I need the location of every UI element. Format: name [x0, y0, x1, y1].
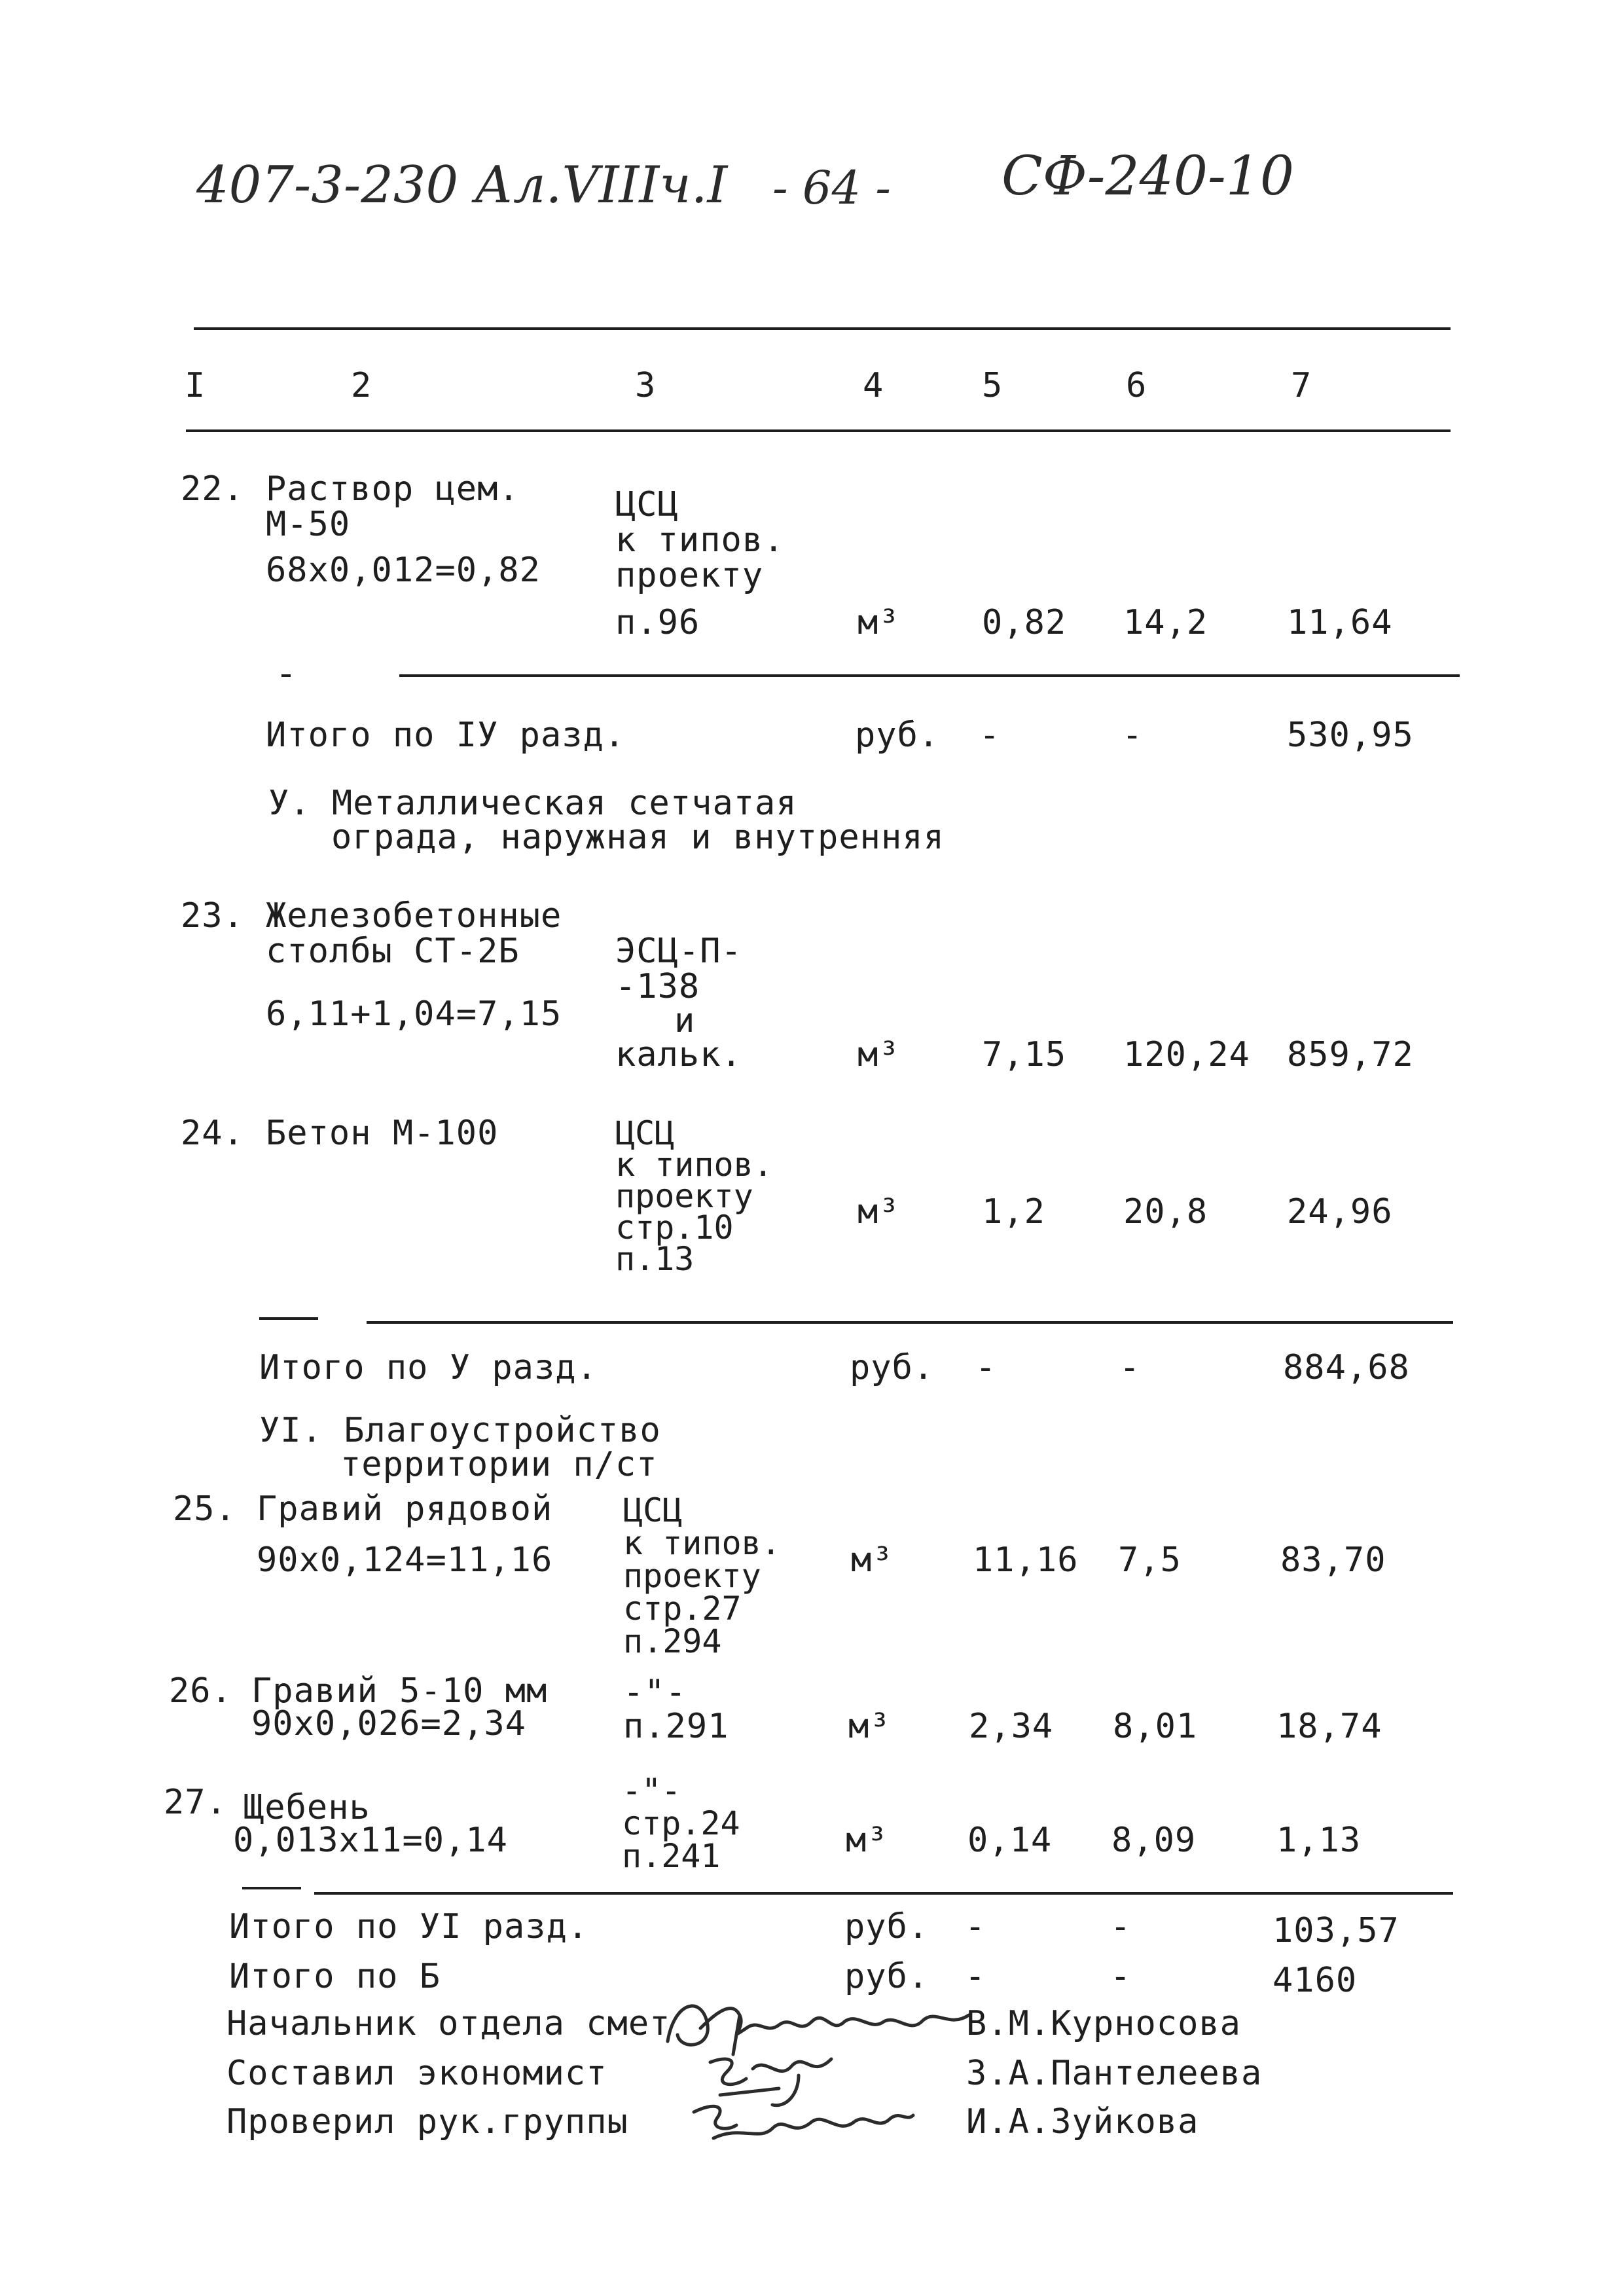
section-title: территории п/ст [340, 1445, 658, 1484]
item-basis: проекту [623, 1557, 761, 1595]
total-label: Итого по У разд. [259, 1348, 598, 1387]
item-unit: м³ [857, 1192, 900, 1231]
section-rule [314, 1892, 1453, 1895]
item-name: Гравий рядовой [257, 1489, 553, 1529]
item-price: 8,01 [1113, 1707, 1198, 1746]
item-basis: п.294 [623, 1622, 722, 1660]
total-qty: - [975, 1348, 997, 1387]
col-header-1: I [185, 366, 206, 405]
col-header-7: 7 [1291, 366, 1312, 405]
total-unit: руб. [844, 1907, 929, 1946]
item-basis: к типов. [615, 520, 785, 560]
item-calc: 68х0,012=0,82 [266, 551, 541, 590]
section-title: ограда, наружная и внутренняя [331, 818, 945, 857]
item-basis: п.96 [615, 603, 700, 642]
item-name: Раствор цем. [266, 469, 520, 509]
total-qty: - [965, 1907, 986, 1946]
item-basis: ЦСЦ [615, 485, 679, 524]
item-number: 24. [181, 1114, 244, 1153]
col-header-5: 5 [982, 366, 1003, 405]
total-unit: руб. [844, 1957, 929, 1996]
doc-code: 407-3-230 Ал.VIIIч.I [196, 156, 728, 215]
item-qty: 11,16 [973, 1540, 1079, 1580]
item-basis: к типов. [623, 1524, 781, 1562]
signature-role: Начальник отдела смет [226, 2004, 671, 2043]
total-label: Итого по Б [229, 1957, 441, 1996]
item-basis: п.291 [623, 1707, 729, 1746]
item-basis: к типов. [615, 1146, 773, 1184]
item-calc: 90х0,026=2,34 [251, 1704, 526, 1743]
col-header-6: 6 [1126, 366, 1147, 405]
total-cost: 4160 [1272, 1961, 1358, 2000]
col-header-3: 3 [635, 366, 657, 405]
item-qty: 7,15 [982, 1035, 1067, 1074]
section-title: УI. Благоустройство [259, 1411, 661, 1450]
top-rule [194, 327, 1451, 330]
item-unit: м³ [851, 1540, 893, 1580]
item-price: 14,2 [1123, 603, 1208, 642]
item-price: 120,24 [1123, 1035, 1250, 1074]
total-price: - [1110, 1957, 1132, 1996]
item-qty: 2,34 [969, 1707, 1054, 1746]
item-calc: 6,11+1,04=7,15 [266, 994, 562, 1034]
total-price: - [1110, 1907, 1132, 1946]
rule-fragment [281, 674, 291, 677]
section-rule [399, 674, 1460, 677]
item-cost: 859,72 [1287, 1035, 1414, 1074]
item-qty: 0,14 [967, 1821, 1053, 1860]
item-basis: -"- [622, 1772, 681, 1810]
item-number: 22. [181, 469, 244, 509]
item-cost: 18,74 [1276, 1707, 1382, 1746]
total-label: Итого по IУ разд. [266, 716, 626, 755]
item-price: 8,09 [1111, 1821, 1197, 1860]
total-price: - [1119, 1348, 1141, 1387]
item-qty: 0,82 [982, 603, 1067, 642]
total-unit: руб. [850, 1348, 935, 1387]
total-price: - [1122, 716, 1144, 755]
item-basis: ЭСЦ-П- [615, 932, 742, 971]
header-rule [186, 429, 1451, 432]
rule-fragment [259, 1317, 318, 1320]
item-unit: м³ [848, 1707, 891, 1746]
total-qty: - [979, 716, 1001, 755]
item-number: 23. [181, 896, 244, 936]
col-header-2: 2 [351, 366, 372, 405]
item-basis: ЦСЦ [615, 1114, 675, 1152]
total-qty: - [965, 1957, 986, 1996]
item-basis: проекту [615, 1177, 753, 1215]
total-cost: 884,68 [1283, 1348, 1410, 1387]
item-name: Железобетонные [266, 896, 562, 936]
item-basis: -"- [623, 1673, 687, 1712]
item-name: Щебень [244, 1788, 370, 1827]
item-name: Бетон М-100 [266, 1114, 499, 1153]
sheet-code: СФ-240-10 [1001, 145, 1295, 208]
item-basis: п.241 [622, 1837, 721, 1875]
item-unit: м³ [846, 1821, 888, 1860]
page-number: - 64 - [772, 161, 891, 215]
item-basis: кальк. [615, 1035, 742, 1074]
item-basis: стр.27 [623, 1590, 742, 1628]
item-price: 20,8 [1123, 1192, 1208, 1231]
rule-fragment [242, 1887, 301, 1889]
item-cost: 1,13 [1276, 1821, 1362, 1860]
handwritten-signature-3 [687, 2092, 916, 2160]
item-basis: -138 [615, 967, 700, 1006]
item-basis: ЦСЦ [623, 1491, 683, 1529]
item-cost: 24,96 [1287, 1192, 1393, 1231]
total-label: Итого по УI разд. [229, 1907, 589, 1946]
item-calc: 0,013х11=0,14 [233, 1821, 508, 1860]
item-name: Гравий 5-10 мм [251, 1671, 548, 1711]
item-calc: 90х0,124=11,16 [257, 1540, 553, 1580]
total-unit: руб. [855, 716, 940, 755]
item-basis: проекту [615, 556, 764, 595]
total-cost: 103,57 [1272, 1911, 1399, 1950]
signature-role: Проверил рук.группы [226, 2102, 628, 2141]
item-number: 25. [173, 1489, 236, 1529]
item-unit: м³ [857, 603, 900, 642]
item-basis: и [674, 1001, 696, 1040]
col-header-4: 4 [863, 366, 884, 405]
item-number: 27. [164, 1783, 227, 1822]
section-title: У. Металлическая сетчатая [268, 784, 797, 823]
item-basis: п.13 [615, 1240, 695, 1278]
signature-name: З.А.Пантелеева [966, 2054, 1263, 2093]
total-cost: 530,95 [1287, 716, 1414, 755]
item-cost: 83,70 [1280, 1540, 1386, 1580]
item-basis: стр.10 [615, 1209, 734, 1247]
item-unit: м³ [857, 1035, 900, 1074]
item-qty: 1,2 [982, 1192, 1045, 1231]
signature-name: И.А.Зуйкова [966, 2102, 1199, 2141]
signature-role: Составил экономист [226, 2054, 607, 2093]
section-rule [367, 1321, 1453, 1324]
item-cost: 11,64 [1287, 603, 1393, 642]
item-name: столбы СТ-2Б [266, 932, 520, 971]
item-basis: стр.24 [622, 1804, 740, 1842]
item-number: 26. [169, 1671, 232, 1711]
signature-name: В.М.Курносова [966, 2004, 1241, 2043]
item-price: 7,5 [1118, 1540, 1182, 1580]
item-name: М-50 [266, 505, 351, 544]
